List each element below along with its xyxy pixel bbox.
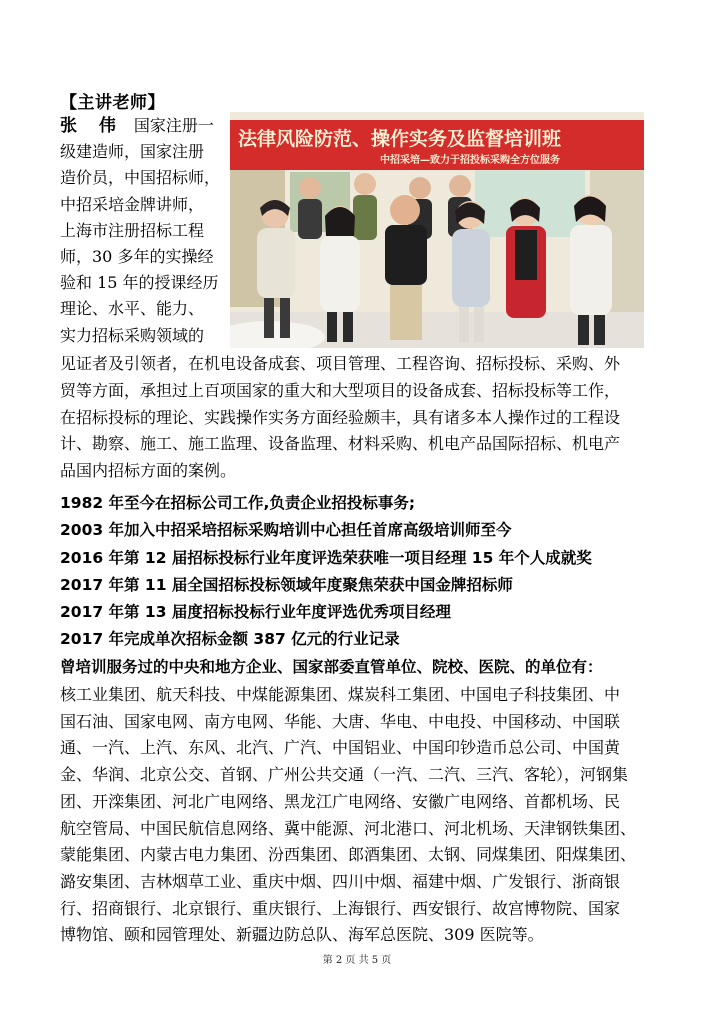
intro-rest-line: 在招标投标的理论、实践操作实务方面经验颇丰，具有诸多本人操作过的工程设	[60, 407, 621, 427]
intro-line: 实力招标采购领域的	[60, 325, 205, 345]
section-title: 【主讲老师】	[60, 93, 165, 113]
achievement-item: 2017 年完成单次招标金额 387 亿元的行业记录	[60, 630, 400, 649]
intro-line: 验和 15 年的授课经历	[60, 273, 219, 293]
intro-line: 上海市注册招标工程	[60, 220, 205, 240]
teacher-intro-continued	[60, 351, 660, 485]
clients-list	[60, 682, 660, 949]
clients-line: 团、开滦集团、河北广电网络、黑龙江广电网络、安徽广电网络、首都机场、民	[60, 791, 621, 811]
intro-line: 中招采培金牌讲师，	[60, 194, 205, 214]
clients-line: 蒙能集团、内蒙古电力集团、汾西集团、郎酒集团、太钢、同煤集团、阳煤集团、	[60, 845, 637, 865]
clients-line: 国石油、国家电网、南方电网、华能、大唐、华电、中电投、中国移动、中国联	[60, 711, 621, 731]
banner-subtitle: 中招采培—致力于招投标采购全方位服务	[380, 155, 560, 166]
intro-rest-line: 计、勘察、施工、施工监理、设备监理、材料采购、机电产品国际招标、机电产	[60, 434, 621, 454]
intro-rest-line: 见证者及引领者，在机电设备成套、项目管理、工程咨询、招标投标、采购、外	[60, 354, 621, 373]
group-photo-illustration	[230, 112, 644, 348]
teacher-name: 张 伟	[60, 116, 124, 136]
clients-line: 博物馆、颐和园管理处、新疆边防总队、海军总医院、309 医院等。	[60, 925, 544, 945]
group-photo	[230, 112, 644, 348]
intro-line: 级建造师，国家注册	[60, 142, 205, 162]
achievement-item: 2017 年第 11 届全国招标投标领域年度聚焦荣获中国金牌招标师	[60, 575, 513, 594]
achievement-item: 1982 年至今在招标公司工作,负责企业招投标事务;	[60, 494, 416, 512]
clients-heading: 曾培训服务过的中央和地方企业、国家部委直管单位、院校、医院、的单位有：	[60, 657, 603, 676]
intro-line: 国家注册一	[133, 116, 214, 135]
teacher-intro	[60, 113, 224, 349]
intro-line: 师，30 多年的实操经	[60, 247, 214, 267]
intro-line: 理论、水平、能力、	[60, 299, 205, 319]
clients-line: 金、华润、北京公交、首钢、广州公共交通（一汽、二汽、三汽、客轮），河钢集	[60, 765, 629, 785]
clients-line: 通、一汽、上汽、东风、北汽、广汽、中国铝业、中国印钞造币总公司、中国黄	[60, 738, 621, 758]
achievements-list	[60, 490, 660, 681]
clients-line: 核工业集团、航天科技、中煤能源集团、煤炭科工集团、中国电子科技集团、中	[60, 685, 621, 704]
achievement-item: 2003 年加入中招采培招标采购培训中心担任首席高级培训师至今	[60, 521, 512, 540]
achievement-item: 2016 年第 12 届招标投标行业年度评选荣获唯一项目经理 15 年个人成就奖	[60, 548, 592, 567]
clients-line: 行、招商银行、北京银行、重庆银行、上海银行、西安银行、故宫博物院、国家	[60, 898, 621, 918]
intro-rest-line: 品国内招标方面的案例。	[60, 461, 237, 481]
intro-line: 造价员，中国招标师，	[60, 168, 221, 188]
intro-line-first	[60, 113, 224, 139]
clients-line: 潞安集团、吉林烟草工业、重庆中烟、四川中烟、福建中烟、广发银行、浙商银	[60, 871, 621, 891]
page-number-footer: 第 2 页 共 5 页	[322, 955, 392, 966]
banner-title: 法律风险防范、操作实务及监督培训班	[238, 128, 562, 150]
achievement-item: 2017 年第 13 届度招标投标行业年度评选优秀项目经理	[60, 603, 451, 622]
intro-rest-line: 贸等方面，承担过上百项国家的重大和大型项目的设备成套、招标投标等工作，	[60, 380, 621, 400]
clients-line: 航空管局、中国民航信息网络、冀中能源、河北港口、河北机场、天津钢铁集团、	[60, 818, 637, 838]
